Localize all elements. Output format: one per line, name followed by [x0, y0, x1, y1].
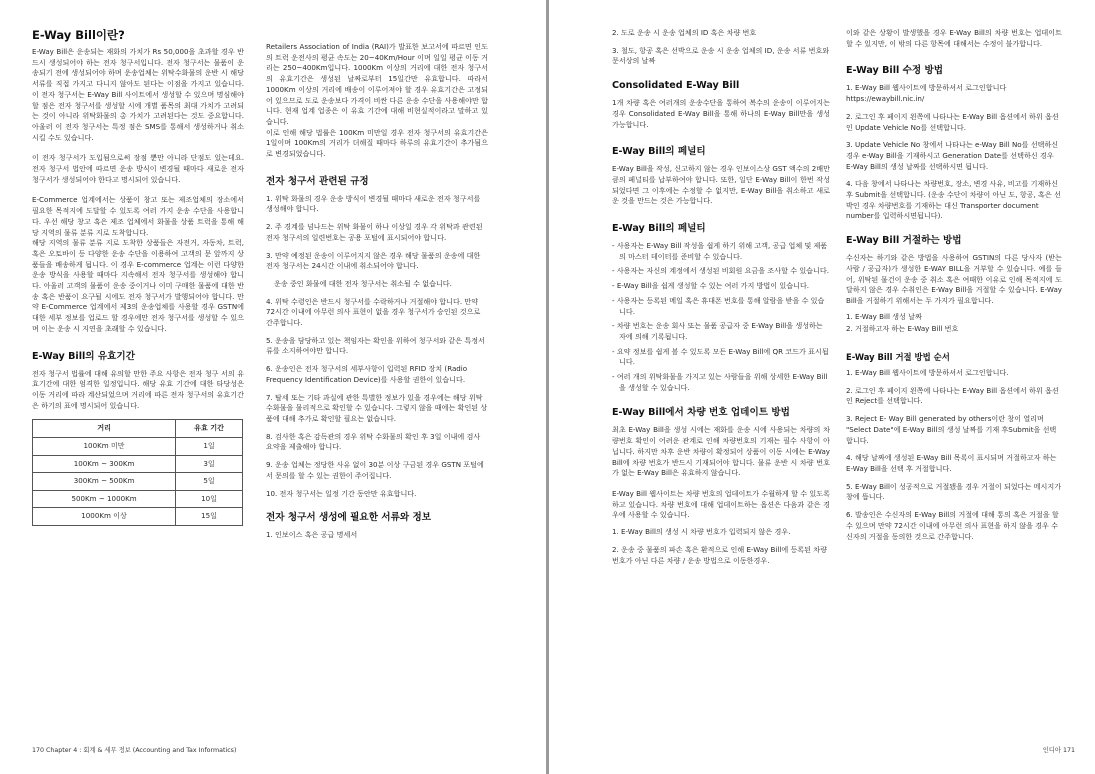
- list-item: - E-Way Bill을 쉽게 생성할 수 있는 여러 가지 방법이 있습니다.: [612, 281, 810, 291]
- left-page: [0, 0, 546, 774]
- list-item: - 여러 개의 위탁화물을 가지고 있는 사람들을 위해 상세한 E-Way Bill을 생성할 수 있습니다.: [612, 372, 828, 392]
- left-col-2: [266, 42, 488, 548]
- rai-paragraph: Retailers Association of India (RAI)가 발표한 보고서에 따르면 인도의 트럭 운전사의 평균 속도는 20~40Km/Hour 이며 일일 평균 이동 거리는 250~400Km입니다. 1000Km 이상의 거리에 대한 전자 청구서의 유효기간은 생성된 날짜로부터 15일간만 유효합니다. 따라서 1000Km 이상의 거리에 배송이 이루어져야 할 경우 유효기간은 고정되어 있으므로 도로 운송보다 가격이 비싼 다른 운송 수단을 사용해야만 합니다. 현재 업계 업종은 이 유효 기간에 대해 비현실적이라고 말하고 있습니다.: [266, 42, 488, 126]
- list-item: 9. 운송 업체는 정당한 사유 없이 30분 이상 구금된 경우 GSTN 포털에서 문의를 할 수 있는 권한이 주어집니다.: [266, 460, 484, 480]
- list-item: 3. Reject E- Way Bill generated by others이란 창이 열리며 "Select Date"에 E-Way Bill의 생성 날짜를 기재 후Submit을 선택합니다.: [846, 414, 1057, 445]
- list-item: 5. 운송을 담당하고 있는 책임자는 확인을 위하여 청구서와 같은 특정서류를 소지하여야만 합니다.: [266, 335, 485, 356]
- table-header-cell: 유효 기간: [176, 420, 243, 438]
- heading-consolidated-eway-bill: Consolidated E-Way Bill: [612, 80, 740, 92]
- required-info-list-continued: [612, 28, 830, 67]
- right-col-2: [846, 28, 1062, 549]
- table-cell: 500Km ~ 1000Km: [33, 490, 176, 508]
- list-item: 6. 발송인은 수신자의 E-Way Bill의 거절에 대해 통의 혹은 거절을 할 수 있으며 만약 72시간 이내에 아무런 의사 표현을 하지 않을 경우 수신자의 거절을 동의한 것으로 간주합니다.: [846, 510, 1059, 541]
- list-item: 8. 검사한 혹은 감독관의 경우 위탁 수화물의 확인 후 3일 이내에 검사 요약을 제출해야 합니다.: [266, 431, 481, 452]
- vehicle-paragraph-1: 최초 E-Way Bill을 생성 시에는 재화를 운송 시에 사용되는 차량의 차량번호 확인이 어려운 관계로 인해 차량번호의 기재는 필수 사항이 아닙니다. 하지만 차후 운반 차량이 확정되어 상품이 이동 시에는 E-Way Bill에 차량 번호가 반드시 기재되어야 합니다. 물류 운반 시 차량 번호가 없는 E-Way Bill은 유효하지 않습니다.: [612, 425, 830, 478]
- validity-table: [32, 419, 243, 526]
- table-row: [33, 455, 243, 473]
- left-page-footer: 170 Chapter 4 : 회계 & 세무 정보 (Accounting and Tax Informatics): [32, 747, 237, 754]
- list-item: 운송 중인 화물에 대한 전자 청구서는 취소될 수 없습니다.: [274, 278, 452, 288]
- consolidated-paragraph: 1개 차량 혹은 여러개의 운송수단을 통하여 복수의 운송이 이루어지는 경우 Consolidated E-Way Bill을 통해 하나의 E-Way Bill만을 생성 가능합니다.: [612, 98, 830, 129]
- table-cell: 1일: [176, 437, 243, 455]
- list-item: - 사용자는 E-Way Bill 작성을 쉽게 하기 위해 고객, 공급 업체 및 제품의 마스터 데이터를 준비할 수 있습니다.: [612, 241, 828, 261]
- heading-rules: 전자 청구서 관련된 규정: [266, 175, 369, 187]
- list-item: 3. 철도, 항공 혹은 선박으로 운송 시 운송 업체의 ID, 운송 서류 번호와 문서상의 날짜: [612, 45, 830, 66]
- reject-needs-list: [846, 312, 1062, 335]
- table-row: [33, 508, 243, 526]
- right-page-footer: 인디아 171: [1042, 747, 1075, 754]
- table-cell: 10일: [176, 490, 243, 508]
- table-row: [33, 437, 243, 455]
- heading-validity-period: E-Way Bill의 유효기간: [32, 350, 135, 362]
- list-item: 1. E-Way Bill의 생성 시 차량 번호가 입력되지 않은 경우.: [612, 527, 791, 537]
- heading-reject-order: E-Way Bill 거절 방법 순서: [846, 352, 950, 363]
- list-item: 2. 거절하고자 하는 E-Way Bill 번호: [846, 324, 959, 334]
- list-item: 2. 도로 운송 시 운송 업체의 ID 혹은 차량 번호: [612, 28, 757, 37]
- heading-edit-method: E-Way Bill 수정 방법: [846, 65, 944, 77]
- vehicle-paragraph-2: E-Way Bill 웹사이트는 차량 번호의 업데이트가 수월하게 할 수 있도록 하고 있습니다. 차량 번호에 대해 업데이트하는 옵션은 다음과 같은 경우에 사용할 수 있습니다.: [612, 488, 830, 520]
- list-item: 5. E-Way Bill이 성공적으로 거절됐을 경우 거절이 되었다는 메시지가 창에 뜹니다.: [846, 481, 1062, 502]
- list-item: - 사용자는 등록된 메일 혹은 휴대폰 번호를 통해 알람을 받을 수 있습니다.: [612, 295, 825, 316]
- list-item: 1. E-Way Bill 생성 날짜: [846, 311, 922, 321]
- list-item: 6. 운송인은 전자 청구서의 세부사항이 입력된 RFID 장치 (Radio Frequency Identification Device)를 사용할 권한이 있습니다.: [266, 364, 468, 384]
- table-cell: 15일: [176, 508, 243, 526]
- list-item: 2. 로그인 후 페이지 왼쪽에 나타나는 E-Way Bill 옵션에서 하위 옵션인 Reject를 선택합니다.: [846, 385, 1059, 406]
- table-row: [33, 473, 243, 491]
- list-item: 2. 운송 중 물품의 파손 혹은 환적으로 인해 E-Way Bill에 등록된 차량 번호가 아닌 다른 차량 / 운송 방법으로 이동한경우.: [612, 544, 827, 565]
- vehicle-update-cases-list: [612, 527, 830, 566]
- list-item: 2. 주 경계를 넘나드는 위탁 화물이 하나 이상일 경우 각 위탁과 관련된 전자 청구서의 일련번호는 공용 포털에 표시되어야 합니다.: [266, 222, 483, 242]
- intro-paragraph-4: 해당 지역의 물류 분류 지로 도착한 상품들은 자전거, 자동차, 트럭, 혹은 오토바이 등 다양한 운송 수단을 이용하여 고객의 문 앞까지 상품들을 배송하게 됩니다. 이 경우 E-commerce 업계는 이런 다양한 운송 방식을 사용할 때마다 지속해서 전자 청구서를 생성해야 합니다. 아울러 고객의 물품이 운송 중이거나 이미 구매한 물품에 대한 반송 혹은 반품이 요구될 시에도 전자 청구서가 발행되어야 합니다. 만약 E-Commerce 업계에서 제3의 운송업체를 사용할 경우 GSTN에 대한 세부 정보를 업로드 할 경우에만 전자 청구서를 생성할 수 있으며 이는 운송 시 지연을 초래할 수 있습니다.: [32, 238, 244, 333]
- list-item: 10. 전자 청구서는 일정 기간 동안만 유효합니다.: [266, 488, 417, 498]
- table-cell: 100Km ~ 300Km: [33, 455, 176, 473]
- intro-paragraph-2: 이 전자 청구서가 도입됨으로써 장점 뿐만 아니라 단점도 있는데요. 전자 청구서 법안에 따르면 운송 방식이 변경될 때마다 새로운 전자 청구서가 생성되어야 한다고 명시되어 있습니다.: [32, 153, 244, 184]
- intro-paragraph-1: E-Way Bill은 운송되는 재화의 가치가 Rs 50,000을 초과할 경우 반드시 생성되어야 하는 전자 청구서입니다. 전자 청구서는 물품이 운송되기 전에 생성되어야 하며 운송업체는 위탁수화물의 운반 시 해당 서류를 직접 가지고 다니지 않아도 된다는 이점을 가지고 있습니다. 이 전자 청구서는 E-Way Bill 사이트에서 생성할 수 있으며 명심해야 할 점은 전자 청구서를 생성할 시에 개별 품목의 최대 가치가 고려되는 것이 아니라 위탁화물의 총 가치가 고려된다는 것도 중요합니다. 아울러 이 전자 청구서는 특정 점은 SMS를 통해서 생성하거나 취소시킬 수도 있습니다.: [32, 47, 244, 142]
- edit-steps-list: [846, 83, 1062, 222]
- table-row: [33, 490, 243, 508]
- list-item: 3. 만약 예정된 운송이 이루어지지 않은 경우 해당 물품의 운송에 대한 전자 청구서는 24시간 이내에 취소되어야 합니다.: [266, 250, 481, 271]
- list-item: 1. 위탁 화물의 경우 운송 방식이 변경될 때마다 새로운 전자 청구서를 생성해야 합니다.: [266, 193, 481, 214]
- table-cell: 3일: [176, 455, 243, 473]
- left-col-1: [32, 28, 244, 526]
- heading-required-documents: 전자 청구서 생성에 필요한 서류와 정보: [266, 512, 431, 524]
- heading-vehicle-update: E-Way Bill에서 차량 번호 업데이트 방법: [612, 407, 790, 419]
- list-item: - 사용자는 자신의 계정에서 생성된 비회원 요금을 조사할 수 있습니다.: [612, 266, 829, 276]
- update-restriction-paragraph: 이와 같은 상황이 발생했을 경우 E-Way Bill의 차량 번호는 업데이트할 수 있지만, 이 밖의 다른 항목에 대해서는 수정이 불가합니다.: [846, 28, 1062, 48]
- table-cell: 1000Km 이상: [33, 508, 176, 526]
- reject-steps-list: [846, 368, 1062, 542]
- table-cell: 100Km 미만: [33, 437, 176, 455]
- list-item: 4. 다음 창에서 나타나는 차량번호, 장소, 변경 사유, 비고를 기재하신 후 Submit을 선택합니다. (운송 수단이 차량이 아닌 도, 항공, 혹은 선박인 경우 차량번호를 기재하는 대신 Transporter document number를 입력하시면됩니다).: [846, 179, 1061, 221]
- heading-penalty-1: E-Way Bill의 페널티: [612, 146, 706, 158]
- table-cell: 300Km ~ 500Km: [33, 473, 176, 491]
- penalty-paragraph: E-Way Bill을 작성, 신고하지 않는 경우 인보이스상 GST 액수의 2배만큼의 페널티를 납부하여야 합니다. 또한, 일단 E-Way Bill이 한번 작성되었다면 그 이후에는 수정할 수 없지만, E-Way Bill을 취소하고 새로운 것을 만드는 것은 가능합니다.: [612, 164, 830, 206]
- right-col-1: [612, 28, 830, 573]
- list-item: 4. 위탁 수령인은 반드시 청구서를 수락하거나 거절해야 합니다. 만약 72시간 이내에 아무런 의사 표현이 없을 경우 청구서가 승인된 것으로 간주합니다.: [266, 296, 481, 328]
- intro-paragraph-3: E-Commerce 업계에서는 상품이 창고 또는 제조업체의 장소에서 필요한 목적지에 도달할 수 있도록 여러 가지 운송 수단을 사용합니다. 우선 해당 창고 혹은 제조 업체에서 화물을 상품 트럭을 통해 해당 지역의 물류 분류 지로 도착합니다.: [32, 195, 244, 237]
- heading-reject-method: E-Way Bill 거절하는 방법: [846, 235, 962, 247]
- list-item: 7. 탈세 또는 기타 과실에 관한 특별한 정보가 있을 경우에는 해당 위탁 수화물을 물리적으로 확인할 수 있습니다. 그렇지 않을 때에는 확인된 상품에 대해 추가로 확인할 필요는 없습니다.: [266, 392, 488, 423]
- table-cell: 5일: [176, 473, 243, 491]
- heading-what-is-eway-bill: E-Way Bill이란?: [32, 28, 125, 42]
- list-item: 1. E-Way Bill 웹사이트에 방문하셔서 로그인합니다.: [846, 368, 1009, 378]
- documents-list: [266, 530, 488, 541]
- table-header-cell: 거리: [33, 420, 176, 438]
- list-item: - 요약 정보를 쉽게 볼 수 있도록 모든 E-Way Bill에 QR 코드가 표시됩니다.: [612, 346, 829, 367]
- right-page: [549, 0, 1095, 774]
- list-item: 1. 인보이스 혹은 공급 명세서: [266, 530, 358, 540]
- list-item: 4. 해당 날짜에 생성된 E-Way Bill 목록이 표시되며 거절하고자 하는 E-Way Bill을 선택 후 거절합니다.: [846, 453, 1057, 473]
- heading-penalty-2: E-Way Bill의 페널티: [612, 223, 706, 235]
- table-header-row: [33, 420, 243, 438]
- validity-paragraph: 전자 청구서 법률에 대해 유의할 만한 주요 사항은 전자 청구 서의 유효기간에 대한 엄격한 일정입니다. 해당 유효 기간에 대한 타당성은 이동 거리에 따라 계산되었으며 거리에 따른 전자 청구서의 유효기간은 하기의 표에 명시되어 있습니다.: [32, 368, 244, 410]
- rules-list: [266, 194, 488, 499]
- penalty-bullet-list: [612, 241, 830, 393]
- reject-paragraph: 수신자는 하기와 같은 방법을 사용하여 GSTIN의 다른 당사자 (받는 사람 / 공급자)가 생성한 E-WAY BILL을 거부할 수 있습니다. 예를 들어, 위탁된 물건이 운송 중 취소 혹은 여때한 이유로 인해 목적지에 도달하지 않은 경우 수취인은 E-Way Bill을 거절할 수 있습니다. E-Way Bill을 거절하기 위해서는 두 가지가 필요합니다.: [846, 253, 1062, 305]
- list-item: 1. E-Way Bill 웹사이트에 방문하셔서 로그인합니다 https://ewaybill.nic.in/: [846, 83, 1007, 104]
- list-item: 2. 로그인 후 페이지 왼쪽에 나타나는 E-Way Bill 옵션에서 하위 옵션인 Update Vehicle No를 선택합니다.: [846, 111, 1059, 132]
- list-item: - 차량 번호는 운송 회사 또는 물품 공급자 중 E-Way Bill을 생성하는 자에 의해 기록됩니다.: [612, 321, 823, 341]
- list-item: 3. Update Vehicle No 창에서 나타나는 e-Way Bill No를 선택하신 경우 e-Way Bill을 기재하시고 Generation Date를 선택하신 경우 E-Way Bill의 생성 날짜를 선택하시면 됩니다.: [846, 140, 1059, 171]
- law-change-paragraph: 이로 인해 해당 법률은 100Km 미만일 경우 전자 청구서의 유효기간은 1일이며 100Km의 거리가 더해질 때마다 하루의 유효기간이 추가됨으로 변경되었습니다.: [266, 127, 488, 159]
